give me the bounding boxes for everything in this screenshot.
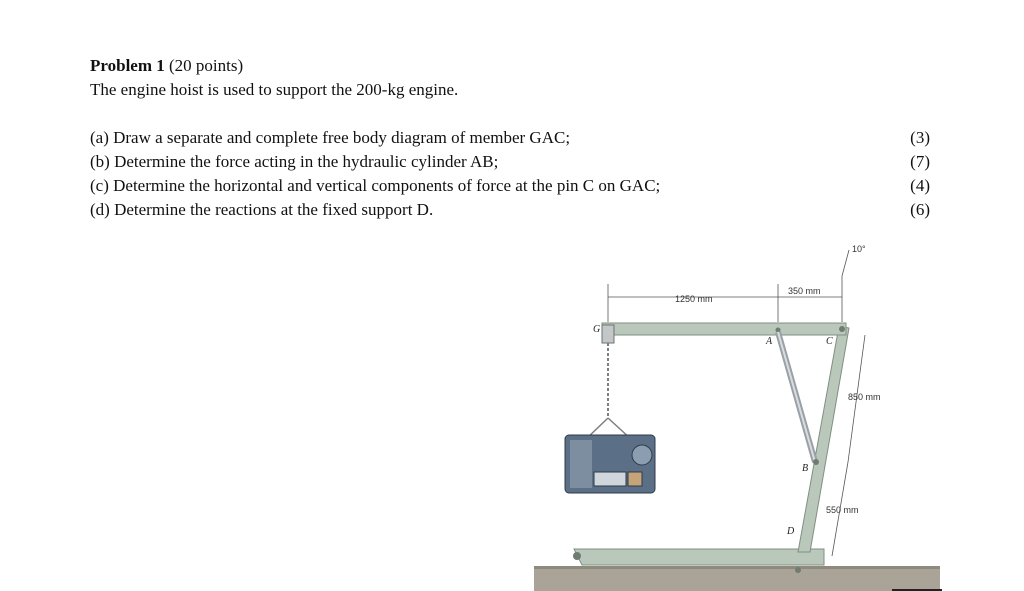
- problem-title: [90, 55, 243, 77]
- base-beam: [574, 549, 824, 565]
- part-d-points: (6): [910, 200, 930, 219]
- point-label-a: A: [766, 336, 773, 347]
- dim-label-bd: 550 mm: [826, 505, 859, 515]
- problem-number: Problem 1: [90, 56, 165, 75]
- point-label-b: B: [802, 463, 809, 474]
- engine-manifold: [594, 472, 626, 486]
- pin-b: [813, 459, 819, 465]
- engine: [565, 435, 655, 493]
- angle-ref-line: [842, 250, 849, 276]
- dim-label-ac: 350 mm: [788, 286, 821, 296]
- boom-gac: [602, 323, 846, 335]
- part-a-text: (a) Draw a separate and complete free body diagram of member GAC;: [90, 128, 571, 147]
- angle-label: 10°: [852, 244, 866, 254]
- engine-pulley: [632, 445, 652, 465]
- pin-c: [839, 326, 845, 332]
- engine-cover: [570, 440, 592, 488]
- problem-points-total: (20 points): [164, 56, 244, 75]
- engine-hoist-diagram: [530, 240, 950, 591]
- cylinder-highlight: [778, 332, 815, 462]
- engine-filter: [628, 472, 642, 486]
- point-label-d: D: [787, 526, 795, 537]
- part-c-points: (4): [910, 176, 930, 195]
- dim-label-ga: 1250 mm: [675, 294, 713, 304]
- ground-edge: [534, 566, 940, 569]
- part-c-text: (c) Determine the horizontal and vertical components of force at the pin C on GAC;: [90, 176, 661, 195]
- base-wheel-right: [795, 567, 801, 573]
- point-label-c: C: [826, 336, 833, 347]
- point-label-g: G: [593, 324, 601, 335]
- problem-description: The engine hoist is used to support the 200-kg engine.: [90, 80, 459, 99]
- base-wheel-left: [573, 552, 581, 560]
- part-b-points: (7): [910, 152, 930, 171]
- part-a-points: (3): [910, 128, 930, 147]
- ground: [534, 568, 940, 591]
- part-d-text: (d) Determine the reactions at the fixed support D.: [90, 200, 434, 219]
- dim-label-cb: 850 mm: [848, 392, 881, 402]
- part-b-text: (b) Determine the force acting in the hydraulic cylinder AB;: [90, 152, 499, 171]
- engine-hoist-figure: [530, 240, 950, 591]
- hook-g: [602, 325, 614, 343]
